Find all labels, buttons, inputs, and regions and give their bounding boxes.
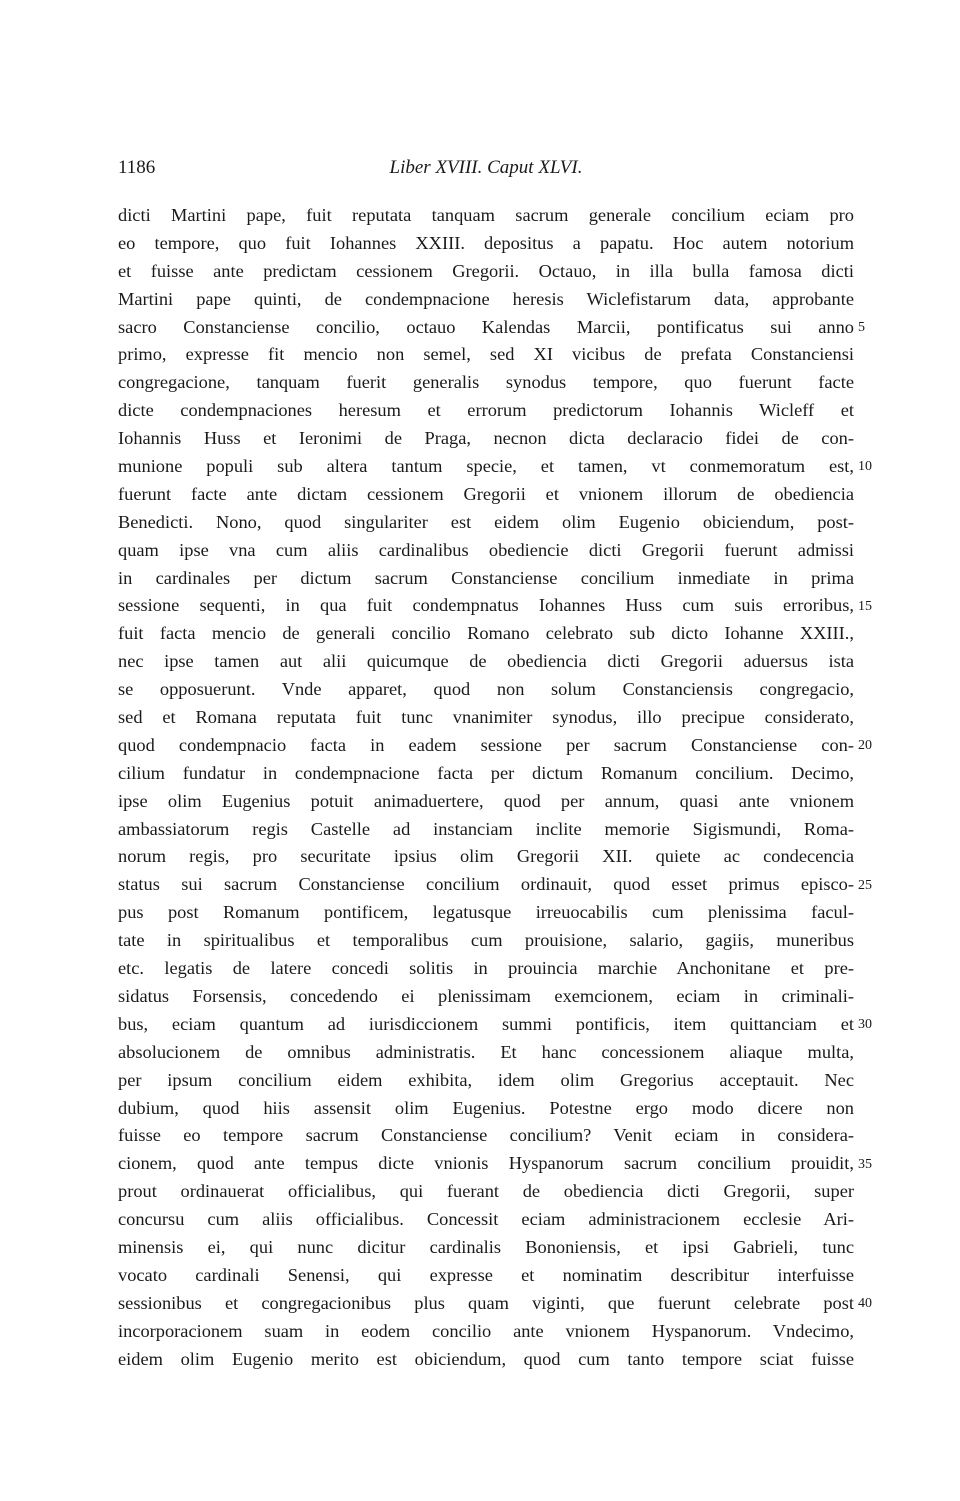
text-line: prout ordinauerat officialibus, qui fuerant de obediencia dicti Gregorii, super — [118, 1181, 854, 1202]
text-line: Iohannis Huss et Ieronimi de Praga, necnon dicta declaracio fidei de con- — [118, 428, 854, 449]
text-line: incorporacionem suam in eodem concilio ante vnionem Hyspanorum. Vndecimo, — [118, 1320, 854, 1341]
text-line: cionem, quod ante tempus dicte vnionis Hyspanorum sacrum concilium prouidit, — [118, 1153, 854, 1174]
page-number: 1186 — [118, 157, 156, 178]
text-line: congregacione, tanquam fuerit generalis synodus tempore, quo fuerunt facte — [118, 372, 854, 393]
line-number: 35 — [858, 1156, 872, 1172]
text-line: per ipsum concilium eidem exhibita, idem olim Gregorius acceptauit. Nec — [118, 1069, 854, 1090]
text-line: vocato cardinali Senensi, qui expresse et nominatim describitur interfuisse — [118, 1264, 854, 1285]
line-number: 5 — [858, 319, 865, 335]
text-line: fuisse eo tempore sacrum Constanciense concilium? Venit eciam in considera- — [118, 1125, 854, 1146]
text-line: sed et Romana reputata fuit tunc vnanimiter synodus, illo precipue considerato, — [118, 707, 854, 728]
text-line: sacro Constanciense concilio, octauo Kalendas Marcii, pontificatus sui anno — [118, 316, 854, 337]
line-number: 15 — [858, 598, 872, 614]
text-line: sessione sequenti, in qua fuit condempnatus Iohannes Huss cum suis erroribus, — [118, 595, 854, 616]
text-line: norum regis, pro securitate ipsius olim Gregorii XII. quiete ac condecencia — [118, 846, 854, 867]
text-line: dicte condempnaciones heresum et errorum predictorum Iohannis Wicleff et — [118, 400, 854, 421]
text-line: minensis ei, qui nunc dicitur cardinalis Bononiensis, et ipsi Gabrieli, tunc — [118, 1236, 854, 1257]
text-line: pus post Romanum pontificem, legatusque irreuocabilis cum plenissima facul- — [118, 902, 854, 923]
text-line: se opposuerunt. Vnde apparet, quod non solum Constanciensis congregacio, — [118, 679, 854, 700]
text-line: munione populi sub altera tantum specie, et tamen, vt conmemoratum est, — [118, 456, 854, 477]
text-line: nec ipse tamen aut alii quicumque de obediencia dicti Gregorii aduersus ista — [118, 651, 854, 672]
text-line: absolucionem de omnibus administratis. Et hanc concessionem aliaque multa, — [118, 1041, 854, 1062]
text-line: dicti Martini pape, fuit reputata tanquam sacrum generale concilium eciam pro — [118, 205, 854, 225]
text-line: ambassiatorum regis Castelle ad instanciam inclite memorie Sigismundi, Roma- — [118, 818, 854, 839]
page-header — [118, 157, 854, 183]
running-title: Liber XVIII. Caput XLVI. — [389, 157, 583, 178]
text-line: sessionibus et congregacionibus plus quam viginti, que fuerunt celebrate post — [118, 1292, 854, 1313]
text-line: etc. legatis de latere concedi solitis in prouincia marchie Anchonitane et pre- — [118, 958, 854, 979]
text-line: quod condempnacio facta in eadem sessione per sacrum Constanciense con- — [118, 734, 854, 755]
line-number: 40 — [858, 1296, 872, 1312]
line-number: 20 — [858, 738, 872, 754]
text-line: fuerunt facte ante dictam cessionem Gregorii et vnionem illorum de obediencia — [118, 483, 854, 504]
text-line: ipse olim Eugenius potuit animaduertere, quod per annum, quasi ante vnionem — [118, 790, 854, 811]
text-line: fuit facta mencio de generali concilio Romano celebrato sub dicto Iohanne XXIII., — [118, 623, 854, 644]
text-line: primo, expresse fit mencio non semel, sed XI vicibus de prefata Constanciensi — [118, 344, 854, 365]
text-line: status sui sacrum Constanciense concilium ordinauit, quod esset primus episco- — [118, 874, 854, 895]
body-text — [118, 202, 854, 1373]
text-line: et fuisse ante predictam cessionem Gregorii. Octauo, in illa bulla famosa dicti — [118, 260, 854, 281]
line-number: 30 — [858, 1017, 872, 1033]
line-number: 10 — [858, 459, 872, 475]
text-line: cilium fundatur in condempnacione facta per dictum Romanum concilium. Decimo, — [118, 762, 854, 783]
text-line: bus, eciam quantum ad iurisdiccionem summi pontificis, item quittanciam et — [118, 1013, 854, 1034]
text-line: tate in spiritualibus et temporalibus cum prouisione, salario, gagiis, muneribus — [118, 930, 854, 951]
text-line: eo tempore, quo fuit Iohannes XXIII. depositus a papatu. Hoc autem notorium — [118, 232, 854, 253]
text-line: eidem olim Eugenio merito est obiciendum, quod cum tanto tempore sciat fuisse — [118, 1348, 854, 1369]
text-line: sidatus Forsensis, concedendo ei plenissimam exemcionem, eciam in criminali- — [118, 985, 854, 1006]
text-line: dubium, quod hiis assensit olim Eugenius. Potestne ergo modo dicere non — [118, 1097, 854, 1118]
text-line: in cardinales per dictum sacrum Constanciense concilium inmediate in prima — [118, 567, 854, 588]
text-line: concursu cum aliis officialibus. Concessit eciam administracionem ecclesie Ari- — [118, 1209, 854, 1230]
text-line: quam ipse vna cum aliis cardinalibus obediencie dicti Gregorii fuerunt admissi — [118, 539, 854, 560]
text-line: Benedicti. Nono, quod singulariter est eidem olim Eugenio obiciendum, post- — [118, 511, 854, 532]
line-number: 25 — [858, 877, 872, 893]
text-line: Martini pape quinti, de condempnacione heresis Wiclefistarum data, approbante — [118, 288, 854, 309]
